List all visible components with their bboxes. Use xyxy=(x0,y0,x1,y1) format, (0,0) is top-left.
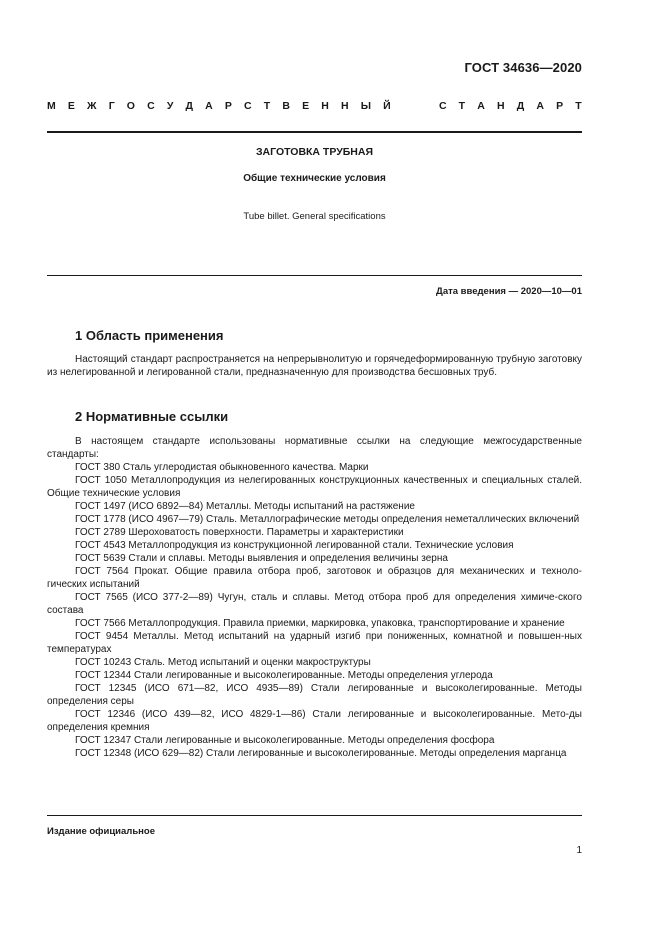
paragraph: В настоящем стандарте использованы нормативные ссылки на следующие межгосударственные стандарты: xyxy=(47,436,582,460)
reference-item: ГОСТ 12345 (ИСО 671—82, ИСО 4935—89) Стали легированные и высоколегированные. Методы определения серы xyxy=(47,683,582,707)
banner-letter: А xyxy=(477,100,485,112)
section-2-body xyxy=(47,435,582,760)
reference-item: ГОСТ 12344 Стали легированные и высоколегированные. Методы определения углерода xyxy=(75,670,493,681)
reference-item: ГОСТ 7566 Металлопродукция. Правила приемки, маркировка, упаковка, транспортирование и хранение xyxy=(75,618,565,629)
banner-letter: С xyxy=(244,100,252,112)
banner-letter: Ы xyxy=(360,100,371,112)
banner-letter: Н xyxy=(340,100,349,112)
banner-letter: Е xyxy=(302,100,310,112)
reference-item: ГОСТ 7565 (ИСО 377-2—89) Чугун, сталь и сплавы. Метод отбора проб для определения химиче-ского состава xyxy=(47,592,582,616)
document-subtitle: Общие технические условия xyxy=(243,173,386,184)
banner-divider xyxy=(47,131,582,133)
english-title: Tube billet. General specifications xyxy=(243,211,386,222)
banner-letter: Р xyxy=(224,100,232,112)
reference-item: ГОСТ 1050 Металлопродукция из нелегированных конструкционных качественных и специальных сталей. Общие технические условия xyxy=(47,475,582,499)
banner-letter: Д xyxy=(516,100,525,112)
reference-item: ГОСТ 1497 (ИСО 6892—84) Металлы. Методы испытаний на растяжение xyxy=(75,501,415,512)
reference-item: ГОСТ 5639 Стали и сплавы. Методы выявления и определения величины зерна xyxy=(75,553,448,564)
banner-letter: Н xyxy=(321,100,329,112)
banner-letter: А xyxy=(205,100,213,112)
banner-letter: Й xyxy=(383,100,391,112)
reference-item: ГОСТ 12347 Стали легированные и высоколегированные. Методы определения фосфора xyxy=(75,735,495,746)
interstate-standard-banner xyxy=(47,100,582,112)
reference-item: ГОСТ 2789 Шероховатость поверхности. Параметры и характеристики xyxy=(75,527,404,538)
reference-item: ГОСТ 1778 (ИСО 4967—79) Сталь. Металлографические методы определения неметаллических включений xyxy=(75,514,580,525)
reference-item: ГОСТ 12346 (ИСО 439—82, ИСО 4829-1—86) Стали легированные и высоколегированные. Мето-ды определения кремния xyxy=(47,709,582,733)
document-title: ЗАГОТОВКА ТРУБНАЯ xyxy=(255,146,374,158)
paragraph: Настоящий стандарт распространяется на непрерывнолитую и горячедеформированную трубную заготовку из нелегированной и легированной стали, предназначенную для производства бесшовных труб. xyxy=(47,354,582,378)
banner-letter: Ж xyxy=(87,100,97,112)
banner-letter: Р xyxy=(556,100,564,112)
reference-item: ГОСТ 10243 Сталь. Метод испытаний и оценки макроструктуры xyxy=(75,657,371,668)
introduction-date: Дата введения — 2020—10—01 xyxy=(436,286,582,297)
banner-letter: Н xyxy=(496,100,505,112)
section-2-heading: 2 Нормативные ссылки xyxy=(75,409,229,424)
banner-letter: У xyxy=(166,100,174,112)
banner-letter: В xyxy=(282,100,290,112)
official-edition-label: Издание официальное xyxy=(47,826,155,837)
banner-letter: С xyxy=(147,100,155,112)
reference-item: ГОСТ 9454 Металлы. Метод испытаний на ударный изгиб при пониженных, комнатной и повышен-ных температурах xyxy=(47,631,582,655)
page-number: 1 xyxy=(576,845,582,856)
banner-letter: Т xyxy=(575,100,582,112)
title-divider xyxy=(47,275,582,276)
banner-letter: М xyxy=(47,100,56,112)
section-1-body xyxy=(47,353,582,379)
reference-item: ГОСТ 4543 Металлопродукция из конструкционной легированной стали. Технические условия xyxy=(75,540,514,551)
reference-item: ГОСТ 380 Сталь углеродистая обыкновенного качества. Марки xyxy=(75,462,369,473)
section-1-heading: 1 Область применения xyxy=(75,328,224,343)
banner-word-gap xyxy=(403,100,427,112)
reference-item: ГОСТ 12348 (ИСО 629—82) Стали легированные и высоколегированные. Методы определения марганца xyxy=(75,748,567,759)
footer-divider xyxy=(47,815,582,816)
banner-letter: Т xyxy=(263,100,271,112)
banner-letter: А xyxy=(536,100,544,112)
banner-letter: Е xyxy=(67,100,75,112)
reference-item: ГОСТ 7564 Прокат. Общие правила отбора проб, заготовок и образцов для механических и техноло-гических испытаний xyxy=(47,566,582,590)
banner-letter: Д xyxy=(185,100,193,112)
banner-letter: Г xyxy=(108,100,115,112)
standard-number: ГОСТ 34636—2020 xyxy=(464,60,582,75)
banner-letter: С xyxy=(438,100,447,112)
banner-letter: О xyxy=(126,100,135,112)
banner-letter: Т xyxy=(458,100,466,112)
